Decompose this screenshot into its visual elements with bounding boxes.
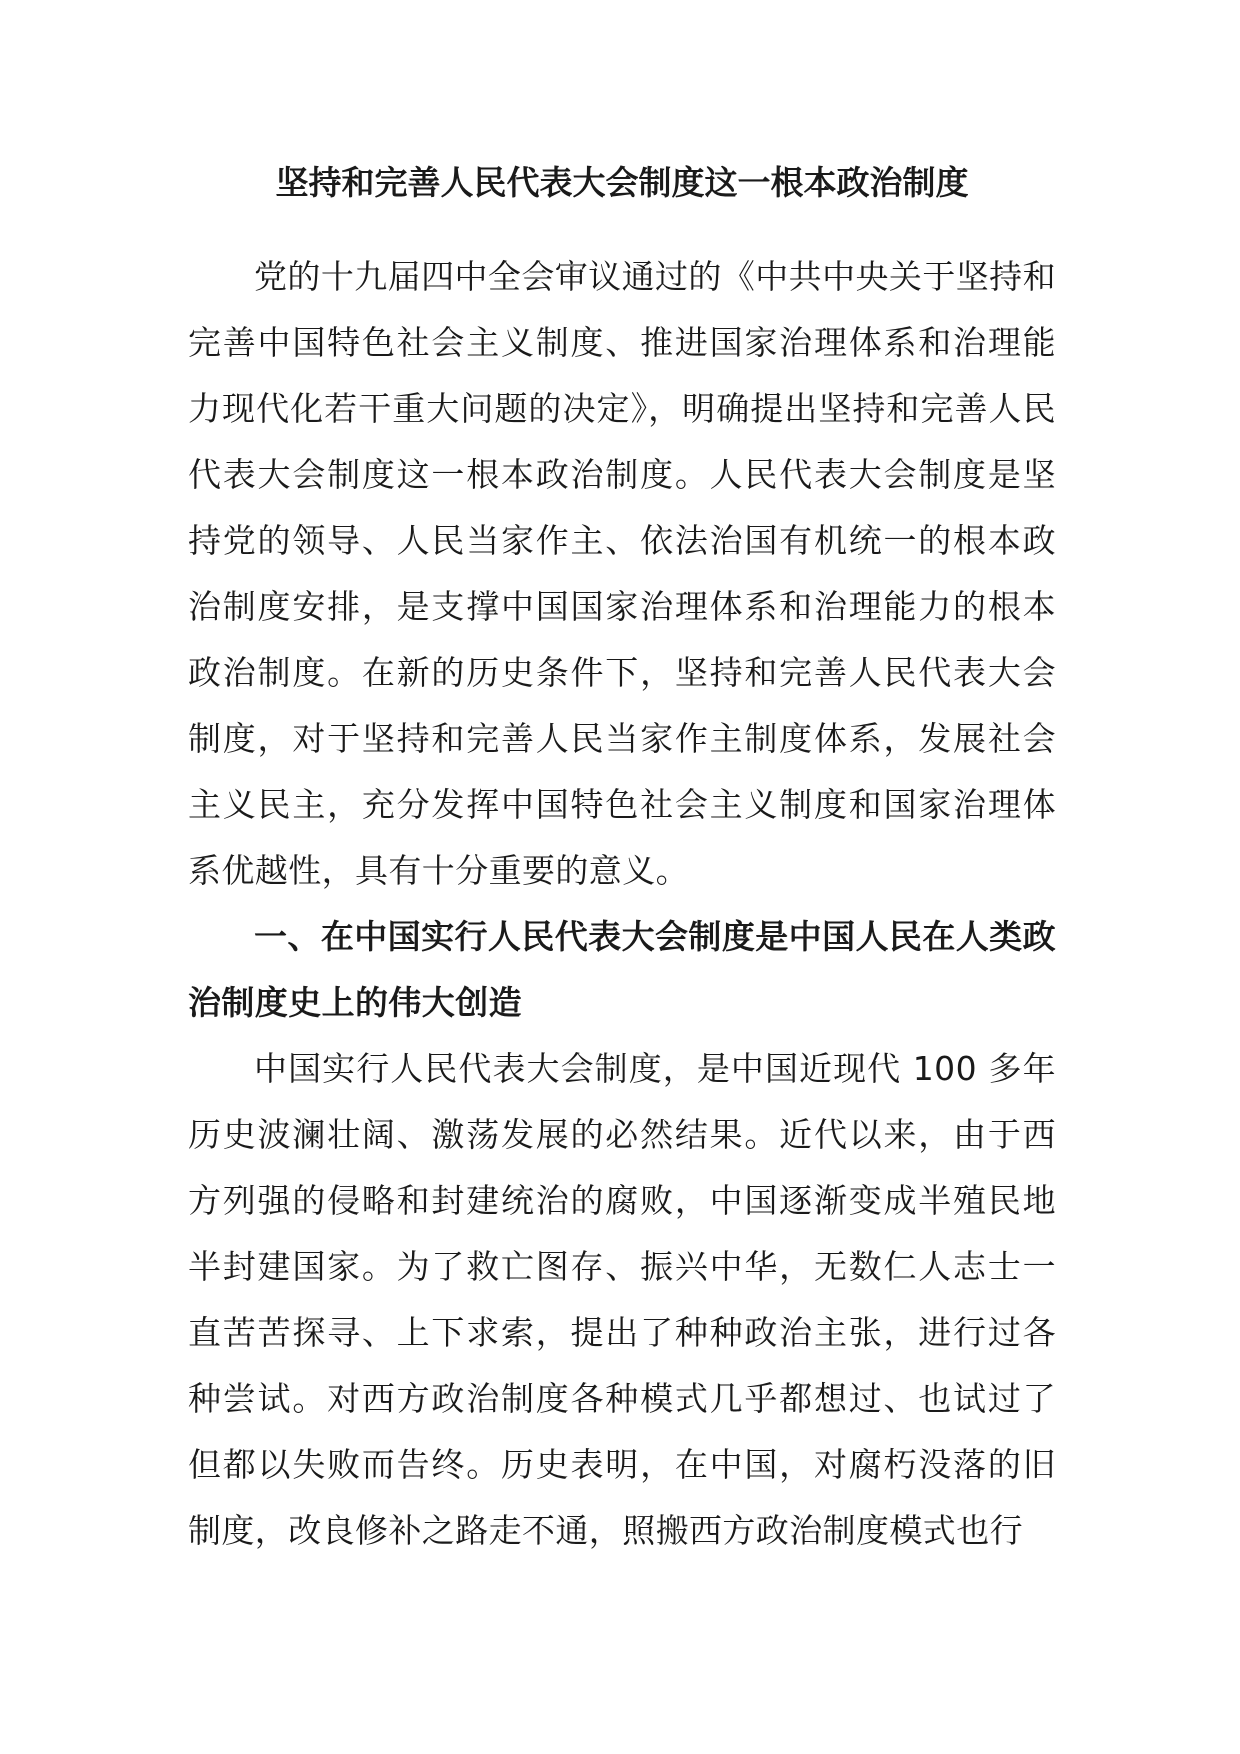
paragraph-section-1: 中国实行人民代表大会制度，是中国近现代 100 多年历史波澜壮阔、激荡发展的必然结果。近代以来，由于西方列强的侵略和封建统治的腐败，中国逐渐变成半殖民地半封建国家。为了救亡图存、振兴中华，无数仁人志士一直苦苦探寻、上下求索，提出了种种政治主张，进行过各种尝试。对西方政治制度各种模式几乎都想过、也试过了但都以失败而告终。历史表明，在中国，对腐朽没落的旧制度，改良修补之路走不通，照搬西方政治制度模式也行	[188, 1049, 1056, 1550]
paragraph-intro: 党的十九届四中全会审议通过的《中共中央关于坚持和完善中国特色社会主义制度、推进国家治理体系和治理能力现代化若干重大问题的决定》，明确提出坚持和完善人民代表大会制度这一根本政治制度。人民代表大会制度是坚持党的领导、人民当家作主、依法治国有机统一的根本政治制度安排，是支撑中国国家治理体系和治理能力的根本政治制度。在新的历史条件下，坚持和完善人民代表大会制度，对于坚持和完善人民当家作主制度体系，发展社会主义民主，充分发挥中国特色社会主义制度和国家治理体系优越性，具有十分重要的意义。	[188, 257, 1056, 890]
document-title: 坚持和完善人民代表大会制度这一根本政治制度	[275, 163, 969, 202]
document-content	[188, 150, 1056, 1564]
section-heading-1: 一、在中国实行人民代表大会制度是中国人民在人类政治制度史上的伟大创造	[188, 917, 1056, 1022]
document-body	[188, 244, 1056, 1564]
